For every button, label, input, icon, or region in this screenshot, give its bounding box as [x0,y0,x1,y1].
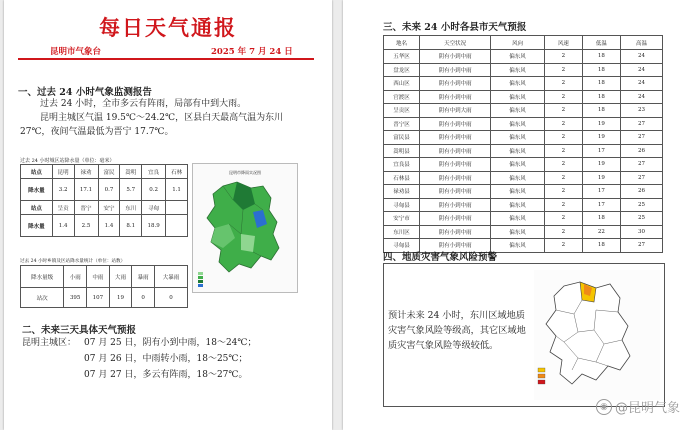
table-cell: 阴有小到中雨 [420,171,491,185]
table-row [384,90,663,104]
bulletin-title: 每日天气通报 [99,15,237,40]
column-header: 地名 [384,36,420,50]
table-cell: 27 [620,239,662,253]
table-row [21,165,188,179]
column-header: 天空状况 [420,36,491,50]
geo-hazard-box [383,263,665,407]
table-cell: 2 [544,77,582,91]
table-cell: 2 [544,104,582,118]
forecast-label: 昆明主城区： [22,338,77,348]
table-cell: 阴有中到大雨 [420,104,491,118]
table-cell: 阴有小到中雨 [420,131,491,145]
table-cell: 站点 [21,201,53,215]
column-header: 风速 [544,36,582,50]
table-cell: 偏东风 [491,144,545,158]
table-row [384,198,663,212]
dist-table-caption: 过去 24 小时乡镇及区站降水量统计（单位：站数） [20,259,126,264]
table-cell: 24 [620,50,662,64]
table-cell: 大暴雨 [154,266,187,288]
county-forecast-rows [384,50,663,253]
table-cell: 阴有小到中雨 [420,239,491,253]
table-cell: 阴有小到中雨 [420,117,491,131]
table-cell: 0 [154,288,187,308]
section4-heading: 四、地质灾害气象风险预警 [383,252,498,263]
table-header-row [384,36,663,50]
table-cell: 3.2 [52,179,74,201]
table-cell: 东川区 [384,225,420,239]
table-cell: 2 [544,239,582,253]
forecast-day-1: 07 月 25 日，阴有小到中雨，18～24℃； [84,338,257,348]
table-cell: 19 [582,117,620,131]
table-row [384,77,663,91]
table-cell: 偏东风 [491,198,545,212]
table-row [384,144,663,158]
table-cell: 昆明 [52,165,74,179]
table-cell: 寻甸 [142,201,166,215]
table-cell: 2 [544,225,582,239]
weibo-logo-icon: ◉ [596,399,612,415]
table-cell: 2 [544,185,582,199]
table-cell: 107 [87,288,110,308]
table-cell: 26 [620,144,662,158]
table-cell: 18.9 [142,215,166,237]
table-cell: 17.1 [74,179,98,201]
table-cell: 2 [544,131,582,145]
table-cell: 26 [620,185,662,199]
s1-summary: 过去 24 小时，全市多云有阵雨，局部有中到大雨。 [40,99,247,109]
table-cell: 安宁 [98,201,120,215]
page-right [343,0,690,430]
table-cell: 18 [582,239,620,253]
table-cell: 18 [582,63,620,77]
table-cell: 宜良县 [384,158,420,172]
table-cell: 27 [620,171,662,185]
table-cell: 0.2 [142,179,166,201]
table-cell: 偏东风 [491,131,545,145]
table-cell: 18 [582,212,620,226]
table-cell: 17 [582,144,620,158]
table-cell: 大雨 [109,266,132,288]
table-cell: 五华区 [384,50,420,64]
table-cell: 石林县 [384,171,420,185]
forecast-day-2: 07 月 26 日，中雨转小雨，18～25℃； [84,354,248,364]
table-cell: 395 [64,288,87,308]
rainfall-map-graphic [193,164,297,292]
table-cell: 2 [544,63,582,77]
table-cell: 24 [620,90,662,104]
column-header: 高温 [620,36,662,50]
table-cell: 阴有小到中雨 [420,225,491,239]
table-cell: 偏东风 [491,77,545,91]
table-cell: 嵩明县 [384,144,420,158]
column-header: 低温 [582,36,620,50]
s1-temperature: 昆明主城区气温 19.5℃～24.2℃，区县白天最高气温为东川 27℃，夜间气温最低为晋宁 17.7℃。 [20,113,284,137]
table-cell: 偏东风 [491,185,545,199]
table-row [21,179,188,201]
table-row [384,104,663,118]
table-cell: 西山区 [384,77,420,91]
table-row [384,185,663,199]
legend-swatch [198,272,203,275]
rainfall-map-title: 昆明市降雨实况图 [229,170,261,175]
table-cell: 偏东风 [491,63,545,77]
table-cell: 2 [544,198,582,212]
table-cell: 2 [544,158,582,172]
table-cell: 24 [620,63,662,77]
table-cell: 阴有小到中雨 [420,212,491,226]
table-cell: 呈贡 [52,201,74,215]
table-row [384,131,663,145]
header-rule [18,58,314,60]
table-row [384,225,663,239]
table-cell: 18 [582,90,620,104]
table-cell: 偏东风 [491,239,545,253]
table-cell: 小雨 [64,266,87,288]
table-cell: 偏东风 [491,158,545,172]
table-cell: 19 [582,158,620,172]
table-row [21,215,188,237]
table-cell: 富民 [98,165,120,179]
legend-swatch [198,284,203,287]
table-cell: 25 [620,198,662,212]
table-cell: 2 [544,90,582,104]
table-row [384,117,663,131]
table-cell: 27 [620,131,662,145]
section3-heading: 三、未来 24 小时各县市天气预报 [383,22,527,33]
rain-table-caption: 过去 24 小时城区站降水量（单位：毫米） [20,158,115,164]
table-cell: 27 [620,117,662,131]
table-cell: 偏东风 [491,117,545,131]
table-cell: 降水量 [21,215,53,237]
table-cell: 站点 [21,165,53,179]
table-cell: 偏东风 [491,104,545,118]
issue-date: 2025 年 7 月 24 日 [211,47,293,57]
table-cell: 寻甸县 [384,239,420,253]
section2-heading: 二、未来三天具体天气预报 [22,325,137,336]
table-cell: 阴有小到中雨 [420,185,491,199]
table-cell: 阴有小到中雨 [420,63,491,77]
table-cell: 暴雨 [132,266,155,288]
legend-swatch [538,380,545,384]
forecast-day-3: 07 月 27 日，多云有阵雨，18～27℃。 [84,370,248,380]
table-cell: 1.1 [166,179,188,201]
table-cell: 8.1 [120,215,142,237]
table-cell: 安宁市 [384,212,420,226]
table-cell: 站次 [21,288,64,308]
table-cell: 嵩明 [120,165,142,179]
table-cell: 宜良 [142,165,166,179]
table-cell: 富民县 [384,131,420,145]
geo-hazard-map [534,270,660,400]
light-rain-area [241,234,255,252]
table-cell: 偏东风 [491,50,545,64]
table-cell: 中雨 [87,266,110,288]
table-cell: 19 [109,288,132,308]
table-cell: 寻甸县 [384,198,420,212]
table-cell: 0 [132,288,155,308]
table-row [384,50,663,64]
table-cell: 偏东风 [491,90,545,104]
table-cell: 5.7 [120,179,142,201]
table-row [384,158,663,172]
table-cell: 偏东风 [491,212,545,226]
watermark-text: @昆明气象 [614,401,680,416]
table-row [384,171,663,185]
table-cell: 25 [620,212,662,226]
table-cell: 阴有小到中雨 [420,144,491,158]
table-cell: 晋宁区 [384,117,420,131]
table-row [21,201,188,215]
legend-swatch [198,280,203,283]
rainfall-map [192,163,298,293]
table-cell: 17 [582,198,620,212]
table-cell: 阴有小到中雨 [420,90,491,104]
issuing-org: 昆明市气象台 [50,47,102,57]
table-cell: 阴有小到中雨 [420,50,491,64]
table-cell: 18 [582,104,620,118]
table-cell: 22 [582,225,620,239]
table-cell: 1.4 [98,215,120,237]
page-left [4,0,332,430]
table-cell: 24 [620,77,662,91]
table-cell: 2.5 [74,215,98,237]
rain-distribution-table [20,265,188,308]
weibo-watermark [596,397,680,416]
county-forecast-table [383,35,663,253]
table-cell: 30 [620,225,662,239]
table-cell: 呈贡区 [384,104,420,118]
table-row [384,63,663,77]
table-cell: 17 [582,185,620,199]
table-cell: 禄劝 [74,165,98,179]
table-cell: 19 [582,171,620,185]
legend-swatch [538,374,545,378]
table-cell: 2 [544,144,582,158]
table-row [384,212,663,226]
table-cell: 27 [620,158,662,172]
table-row [21,266,188,288]
table-cell: 石林 [166,165,188,179]
section1-heading: 一、过去 24 小时气象监测报告 [18,87,152,98]
table-cell: 官渡区 [384,90,420,104]
table-cell [166,215,188,237]
table-cell: 1.4 [52,215,74,237]
table-cell: 18 [582,77,620,91]
column-header: 风向 [491,36,545,50]
table-cell: 19 [582,131,620,145]
table-cell: 晋宁 [74,201,98,215]
table-cell: 阴有小到中雨 [420,198,491,212]
legend-swatch [538,368,545,372]
table-cell: 降水量级 [21,266,64,288]
legend-swatch [198,276,203,279]
table-cell: 阴有小到中雨 [420,158,491,172]
table-cell: 23 [620,104,662,118]
table-cell: 2 [544,117,582,131]
table-cell: 偏东风 [491,171,545,185]
table-cell: 盘龙区 [384,63,420,77]
table-cell: 2 [544,50,582,64]
table-cell: 降水量 [21,179,53,201]
table-cell: 18 [582,50,620,64]
table-cell: 0.7 [98,179,120,201]
table-cell: 东川 [120,201,142,215]
table-cell: 禄劝县 [384,185,420,199]
geo-hazard-text: 预计未来 24 小时，东川区域地质灾害气象风险等级高，其它区域地质灾害气象风险等级较低。 [388,310,526,351]
table-cell: 阴有小到中雨 [420,77,491,91]
table-row [21,288,188,308]
table-cell: 2 [544,212,582,226]
rain-table [20,164,188,237]
table-cell [166,201,188,215]
table-cell: 2 [544,171,582,185]
table-cell: 偏东风 [491,225,545,239]
